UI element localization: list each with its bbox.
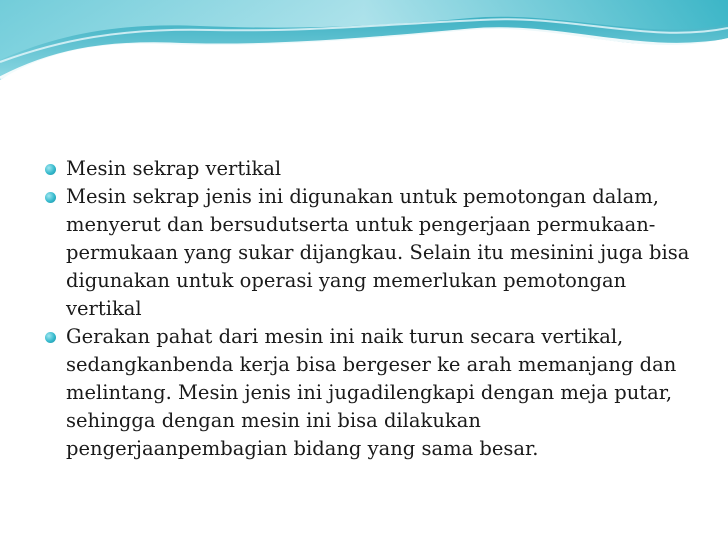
bullet-icon bbox=[45, 164, 56, 175]
bullet-icon bbox=[45, 192, 56, 203]
bullet-item bbox=[0, 155, 700, 183]
bullet-item bbox=[0, 183, 700, 323]
bullet-icon bbox=[45, 332, 56, 343]
bullet-item bbox=[0, 323, 700, 463]
bullet-list bbox=[0, 155, 700, 463]
bullet-text: Mesin sekrap vertikal bbox=[66, 157, 282, 180]
bullet-text: Mesin sekrap jenis ini digunakan untuk pemotongan dalam, menyerut dan bersudutserta untuk pengerjaan permukaan-permukaan yang sukar dijangkau. Selain itu mesinini juga bisa digunakan untuk operasi yang memerlukan pemotongan vertikal bbox=[66, 185, 690, 320]
bullet-text: Gerakan pahat dari mesin ini naik turun secara vertikal, sedangkanbenda kerja bisa bergeser ke arah memanjang dan melintang. Mesin jenis ini jugadilengkapi dengan meja putar, sehingga dengan mesin ini bisa dilakukan pengerjaanpembagian bidang yang sama besar. bbox=[66, 325, 677, 460]
header-wave-decoration bbox=[0, 0, 728, 90]
